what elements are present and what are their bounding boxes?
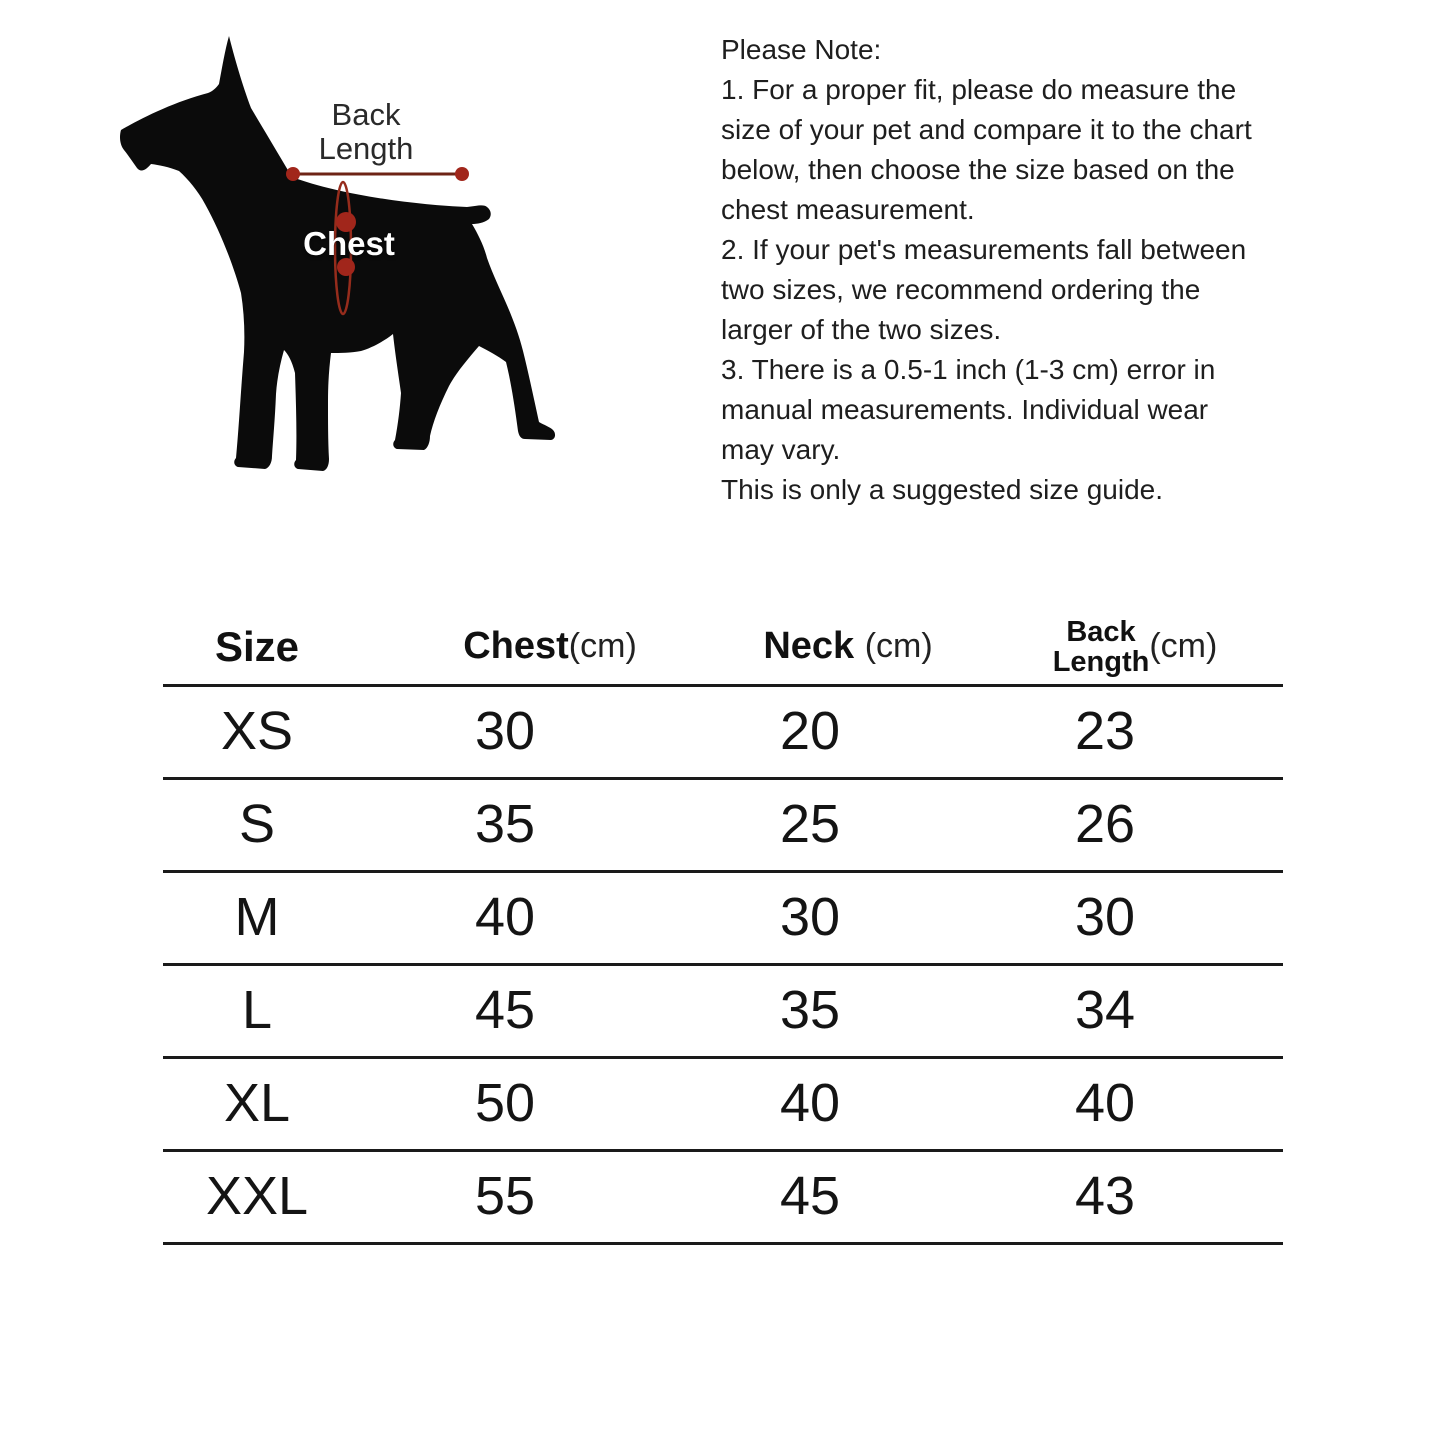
note-line: chest measurement.: [721, 194, 975, 225]
size-cell: S: [238, 794, 276, 854]
please-note-block: [721, 30, 1281, 510]
back-length-cell: 34: [1074, 980, 1136, 1040]
column-header-back-length: [1053, 608, 1218, 685]
header-back-length-label: [1053, 617, 1150, 677]
back-length-cell: 30: [1074, 887, 1136, 947]
table-row: [163, 871, 1283, 964]
chest-cell: 30: [474, 701, 536, 761]
column-header-chest: [463, 608, 637, 685]
neck-cell: 25: [779, 794, 841, 854]
back-length-label-line2: Length: [318, 131, 414, 166]
note-line: manual measurements. Individual wear: [721, 394, 1209, 425]
table-row: [163, 778, 1283, 871]
back-length-cell: 40: [1074, 1073, 1136, 1133]
column-header-neck: [763, 608, 932, 685]
size-cell: XXL: [205, 1166, 309, 1226]
neck-cell: 40: [779, 1073, 841, 1133]
neck-cell: 20: [779, 701, 841, 761]
size-cell: XL: [223, 1073, 291, 1133]
table-row: [163, 1150, 1283, 1243]
size-cell: M: [234, 887, 280, 947]
chest-cell: 50: [474, 1073, 536, 1133]
header-back-unit: (cm): [1149, 627, 1218, 665]
neck-cell: 30: [779, 887, 841, 947]
header-size-label: Size: [214, 622, 300, 670]
back-length-cell: 43: [1074, 1166, 1136, 1226]
header-chest-label: Chest: [463, 625, 569, 667]
column-header-size: [215, 608, 299, 685]
header-neck-label: Neck: [763, 625, 855, 667]
back-length-cell: 26: [1074, 794, 1136, 854]
note-line: 1. For a proper fit, please do measure the: [721, 74, 1237, 105]
neck-cell: 35: [779, 980, 841, 1040]
header-back-line2: Length: [1052, 645, 1150, 678]
measure-dot-right: [455, 167, 469, 181]
chest-cell: 45: [474, 980, 536, 1040]
table-row: [163, 685, 1283, 778]
note-line: This is only a suggested size guide.: [721, 474, 1164, 505]
chest-cell: 35: [474, 794, 536, 854]
header-chest-unit: (cm): [568, 627, 637, 665]
note-line: 2. If your pet's measurements fall between: [721, 234, 1247, 265]
note-line: two sizes, we recommend ordering the: [721, 274, 1201, 305]
table-row: [163, 964, 1283, 1057]
back-length-label-line1: Back: [331, 97, 401, 132]
chest-cell: 40: [474, 887, 536, 947]
note-line: 3. There is a 0.5-1 inch (1-3 cm) error in: [721, 354, 1216, 385]
neck-cell: 45: [779, 1166, 841, 1226]
size-cell: L: [241, 980, 273, 1040]
table-row: [163, 1057, 1283, 1150]
back-length-cell: 23: [1074, 701, 1136, 761]
measure-dot-left: [286, 167, 300, 181]
back-length-label: [290, 98, 442, 166]
chest-label: Chest: [303, 225, 395, 262]
note-line: may vary.: [721, 434, 841, 465]
note-line: larger of the two sizes.: [721, 314, 1002, 345]
note-line: Please Note:: [721, 34, 882, 65]
note-line: size of your pet and compare it to the chart: [721, 114, 1252, 145]
size-chart-table: [163, 608, 1283, 1250]
size-cell: XS: [220, 701, 294, 761]
header-back-line1: Back: [1066, 615, 1136, 648]
chest-cell: 55: [474, 1166, 536, 1226]
header-neck-unit: (cm): [864, 627, 933, 665]
note-line: below, then choose the size based on the: [721, 154, 1235, 185]
